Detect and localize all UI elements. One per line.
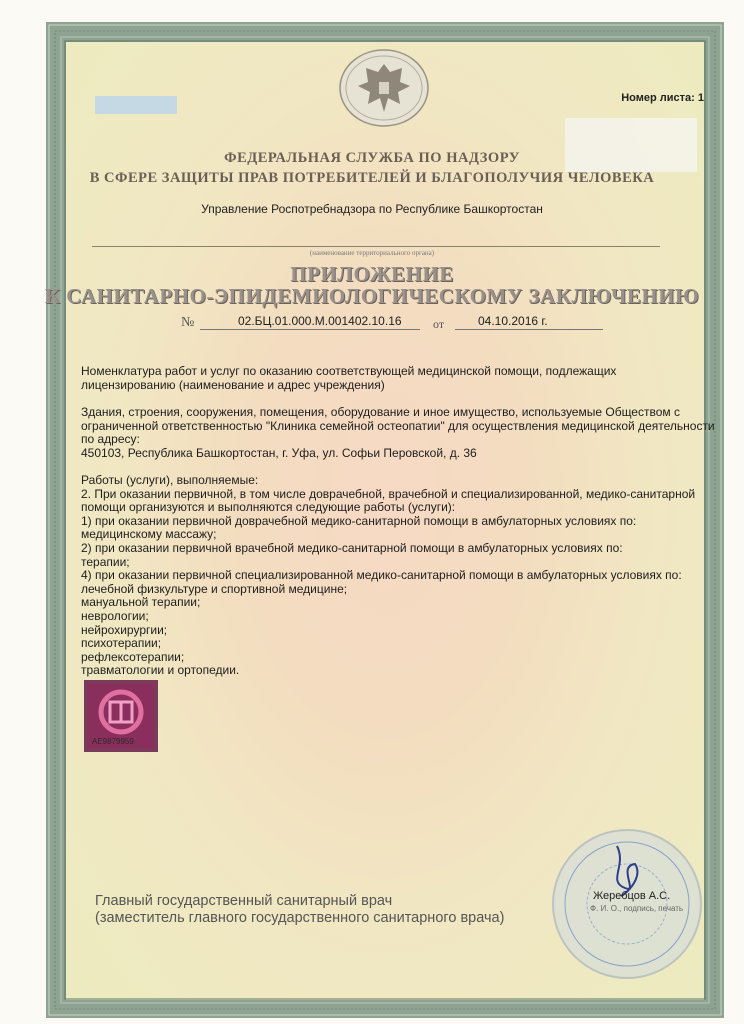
text-line: помощи организуются и выполняются следующие работы (услуги): xyxy=(81,500,456,515)
service-name-line1: ФЕДЕРАЛЬНАЯ СЛУЖБА ПО НАДЗОРУ xyxy=(224,150,520,166)
service-name-line2: В СФЕРЕ ЗАЩИТЫ ПРАВ ПОТРЕБИТЕЛЕЙ И БЛАГОПОЛУЧИЯ ЧЕЛОВЕКА xyxy=(89,170,655,186)
services-list xyxy=(81,474,721,678)
signature-caption: Ф. И. О., подпись, печать xyxy=(590,904,684,913)
sheet-number: Номер листа: 1 xyxy=(621,92,704,104)
signatory-title-note: (заместитель главного государственного санитарного врача) xyxy=(95,910,505,926)
text-line: терапии; xyxy=(81,554,130,569)
barcode-sticker xyxy=(95,96,177,114)
signatory-title: Главный государственный санитарный врач xyxy=(95,893,393,909)
text-line: Здания, строения, сооружения, помещения, оборудование и иное имущество, используемые Обществом с xyxy=(81,405,680,419)
text-line: мануальной терапии; xyxy=(81,595,201,610)
date-label: от xyxy=(433,317,445,331)
text-line: 4) при оказании первичной специализированной медико-санитарной помощи в амбулаторных условиях по: xyxy=(81,568,682,583)
department-underline xyxy=(92,246,660,247)
text-line: травматологии и ортопедии. xyxy=(81,663,240,678)
date-underline xyxy=(455,329,603,330)
hologram-serial: АЕ9879959 xyxy=(92,737,134,746)
text-line: Номенклатура работ и услуг по оказанию соответствующей медицинской помощи, подлежащих xyxy=(81,364,617,378)
hologram-sticker-icon xyxy=(84,680,158,752)
text-line: 2) при оказании первичной врачебной медико-санитарной помощи в амбулаторных условиях по: xyxy=(81,540,623,555)
text-line: ограниченной ответственностью "Клиника семейной остеопатии" для осуществления медицинской деятельности xyxy=(81,418,715,433)
signatory-name: Жеребцов А.С. xyxy=(593,890,671,902)
text-line: рефлексотерапии; xyxy=(81,649,185,664)
department-caption: (наименование территориального органа) xyxy=(309,249,435,257)
text-line: лицензированию (наименование и адрес учреждения) xyxy=(81,377,385,392)
number-date-line xyxy=(0,313,744,333)
text-line: медицинскому массажу; xyxy=(81,527,217,542)
certificate-number: 02.БЦ.01.000.М.001402.10.16 xyxy=(238,314,402,328)
text-line: нейрохирургии; xyxy=(81,622,168,637)
text-line: неврологии; xyxy=(81,608,149,623)
number-label: № xyxy=(181,315,195,330)
document-title-line2: К САНИТАРНО-ЭПИДЕМИОЛОГИЧЕСКОМУ ЗАКЛЮЧЕНИЮ xyxy=(44,284,700,308)
text-line: лечебной физкультуре и спортивной медицине; xyxy=(81,581,348,596)
department-name: Управление Роспотребнадзора по Республике Башкортостан xyxy=(201,202,543,216)
text-line: по адресу: xyxy=(81,432,140,447)
number-underline xyxy=(200,329,420,330)
certificate-date: 04.10.2016 г. xyxy=(478,314,548,328)
text-line: 2. При оказании первичной, в том числе доврачебной, врачебной и специализированной, медико-санитарной xyxy=(81,486,696,501)
text-line: Работы (услуги), выполняемые: xyxy=(81,473,259,487)
text-line: 1) при оказании первичной доврачебной медико-санитарной помощи в амбулаторных условиях по: xyxy=(81,513,637,528)
document-title-line1: ПРИЛОЖЕНИЕ xyxy=(290,262,454,286)
text-line: психотерапии; xyxy=(81,636,162,651)
nomenclature-heading xyxy=(81,365,721,392)
state-emblem-icon xyxy=(338,48,430,128)
premises-paragraph xyxy=(81,406,721,460)
address-line: 450103, Республика Башкортостан, г. Уфа, ул. Софьи Перовской, д. 36 xyxy=(81,445,477,460)
